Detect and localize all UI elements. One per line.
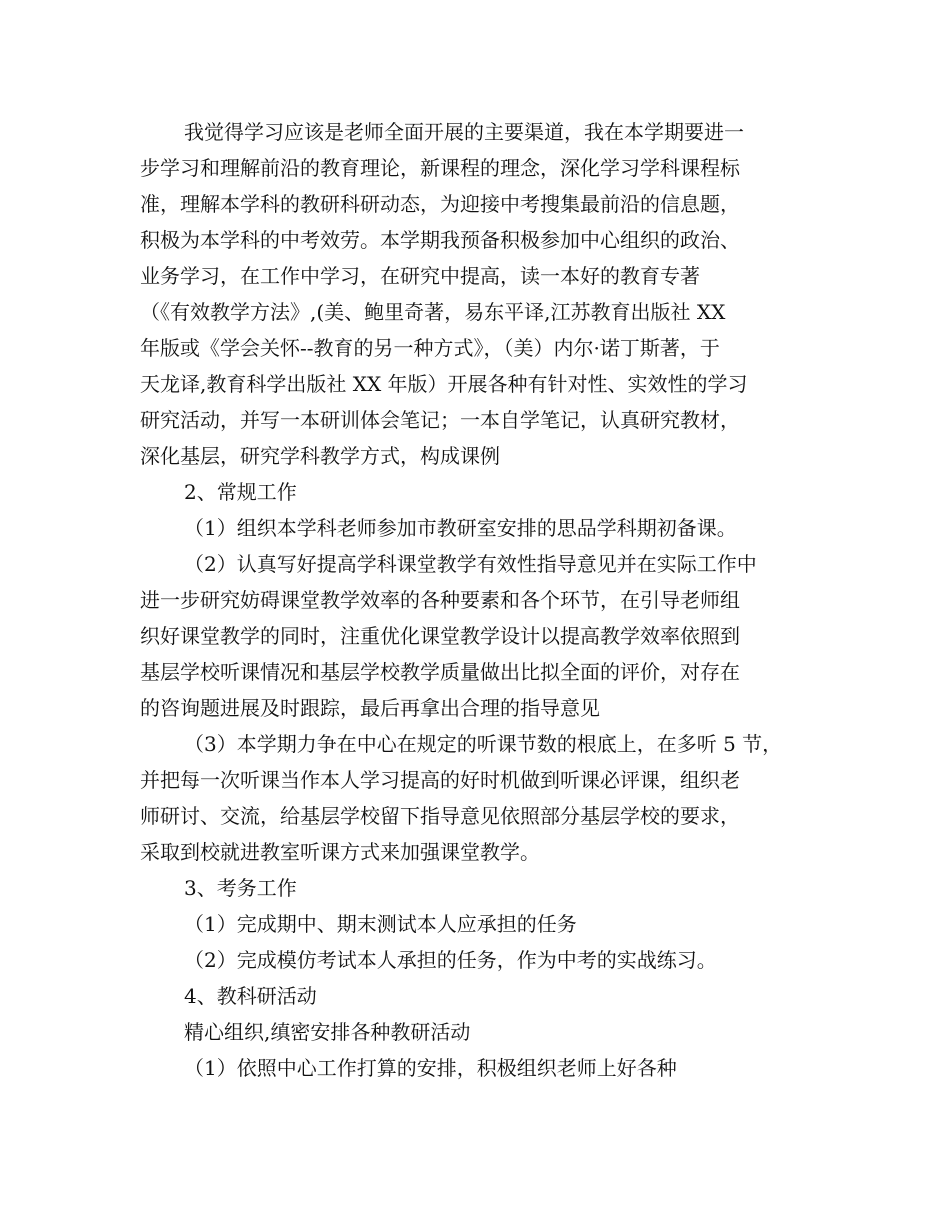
paragraph-line: 的咨询题进展及时跟踪，最后再拿出合理的指导意见	[140, 696, 600, 720]
list-item: （1）组织本学科老师参加市教研室安排的思品学科期初备课。	[184, 516, 737, 540]
list-item: （2）完成模仿考试本人承担的任务，作为中考的实战练习。	[184, 948, 717, 972]
section-heading: 4、教科研活动	[184, 984, 317, 1008]
paragraph-line: 我觉得学习应该是老师全面开展的主要渠道，我在本学期要进一	[184, 120, 744, 144]
paragraph-line: 并把每一次听课当作本人学习提高的好时机做到听课必评课，组织老	[140, 768, 740, 792]
paragraph-line: 天龙译,教育科学出版社 XX 年版）开展各种有针对性、实效性的学习	[140, 372, 748, 396]
paragraph-line: 采取到校就进教室听课方式来加强课堂教学。	[140, 840, 540, 864]
paragraph-line: 研究活动，并写一本研训体会笔记；一本自学笔记，认真研究教材，	[140, 408, 740, 432]
list-item: （1）依照中心工作打算的安排，积极组织老师上好各种	[184, 1056, 677, 1080]
paragraph-line: 基层学校听课情况和基层学校教学质量做出比拟全面的评价，对存在	[140, 660, 740, 684]
section-heading: 3、考务工作	[184, 876, 297, 900]
paragraph-line: 织好课堂教学的同时，注重优化课堂教学设计以提高教学效率依照到	[140, 624, 740, 648]
paragraph-line: 积极为本学科的中考效劳。本学期我预备积极参加中心组织的政治、	[140, 228, 740, 252]
paragraph-line: （《有效教学方法》,(美、鲍里奇著，易东平译,江苏教育出版社 XX	[140, 300, 726, 324]
paragraph-line: 业务学习，在工作中学习，在研究中提高，读一本好的教育专著	[140, 264, 700, 288]
paragraph-line: 年版或《学会关怀--教育的另一种方式》，（美）内尔·诺丁斯著，于	[140, 336, 720, 360]
paragraph-line: 步学习和理解前沿的教育理论，新课程的理念，深化学习学科课程标	[140, 156, 740, 180]
paragraph-line: 进一步研究妨碍课堂教学效率的各种要素和各个环节，在引导老师组	[140, 588, 740, 612]
list-item: （2）认真写好提高学科课堂教学有效性指导意见并在实际工作中	[184, 552, 757, 576]
list-item: （3）本学期力争在中心在规定的听课节数的根底上，在多听 5 节，	[184, 732, 783, 756]
paragraph-line: 准，理解本学科的教研科研动态，为迎接中考搜集最前沿的信息题，	[140, 192, 740, 216]
paragraph-line: 师研讨、交流，给基层学校留下指导意见依照部分基层学校的要求，	[140, 804, 740, 828]
section-heading: 2、常规工作	[184, 480, 297, 504]
paragraph-line: 深化基层，研究学科教学方式，构成课例	[140, 444, 500, 468]
paragraph-line: 精心组织,缜密安排各种教研活动	[184, 1020, 471, 1044]
list-item: （1）完成期中、期末测试本人应承担的任务	[184, 912, 577, 936]
